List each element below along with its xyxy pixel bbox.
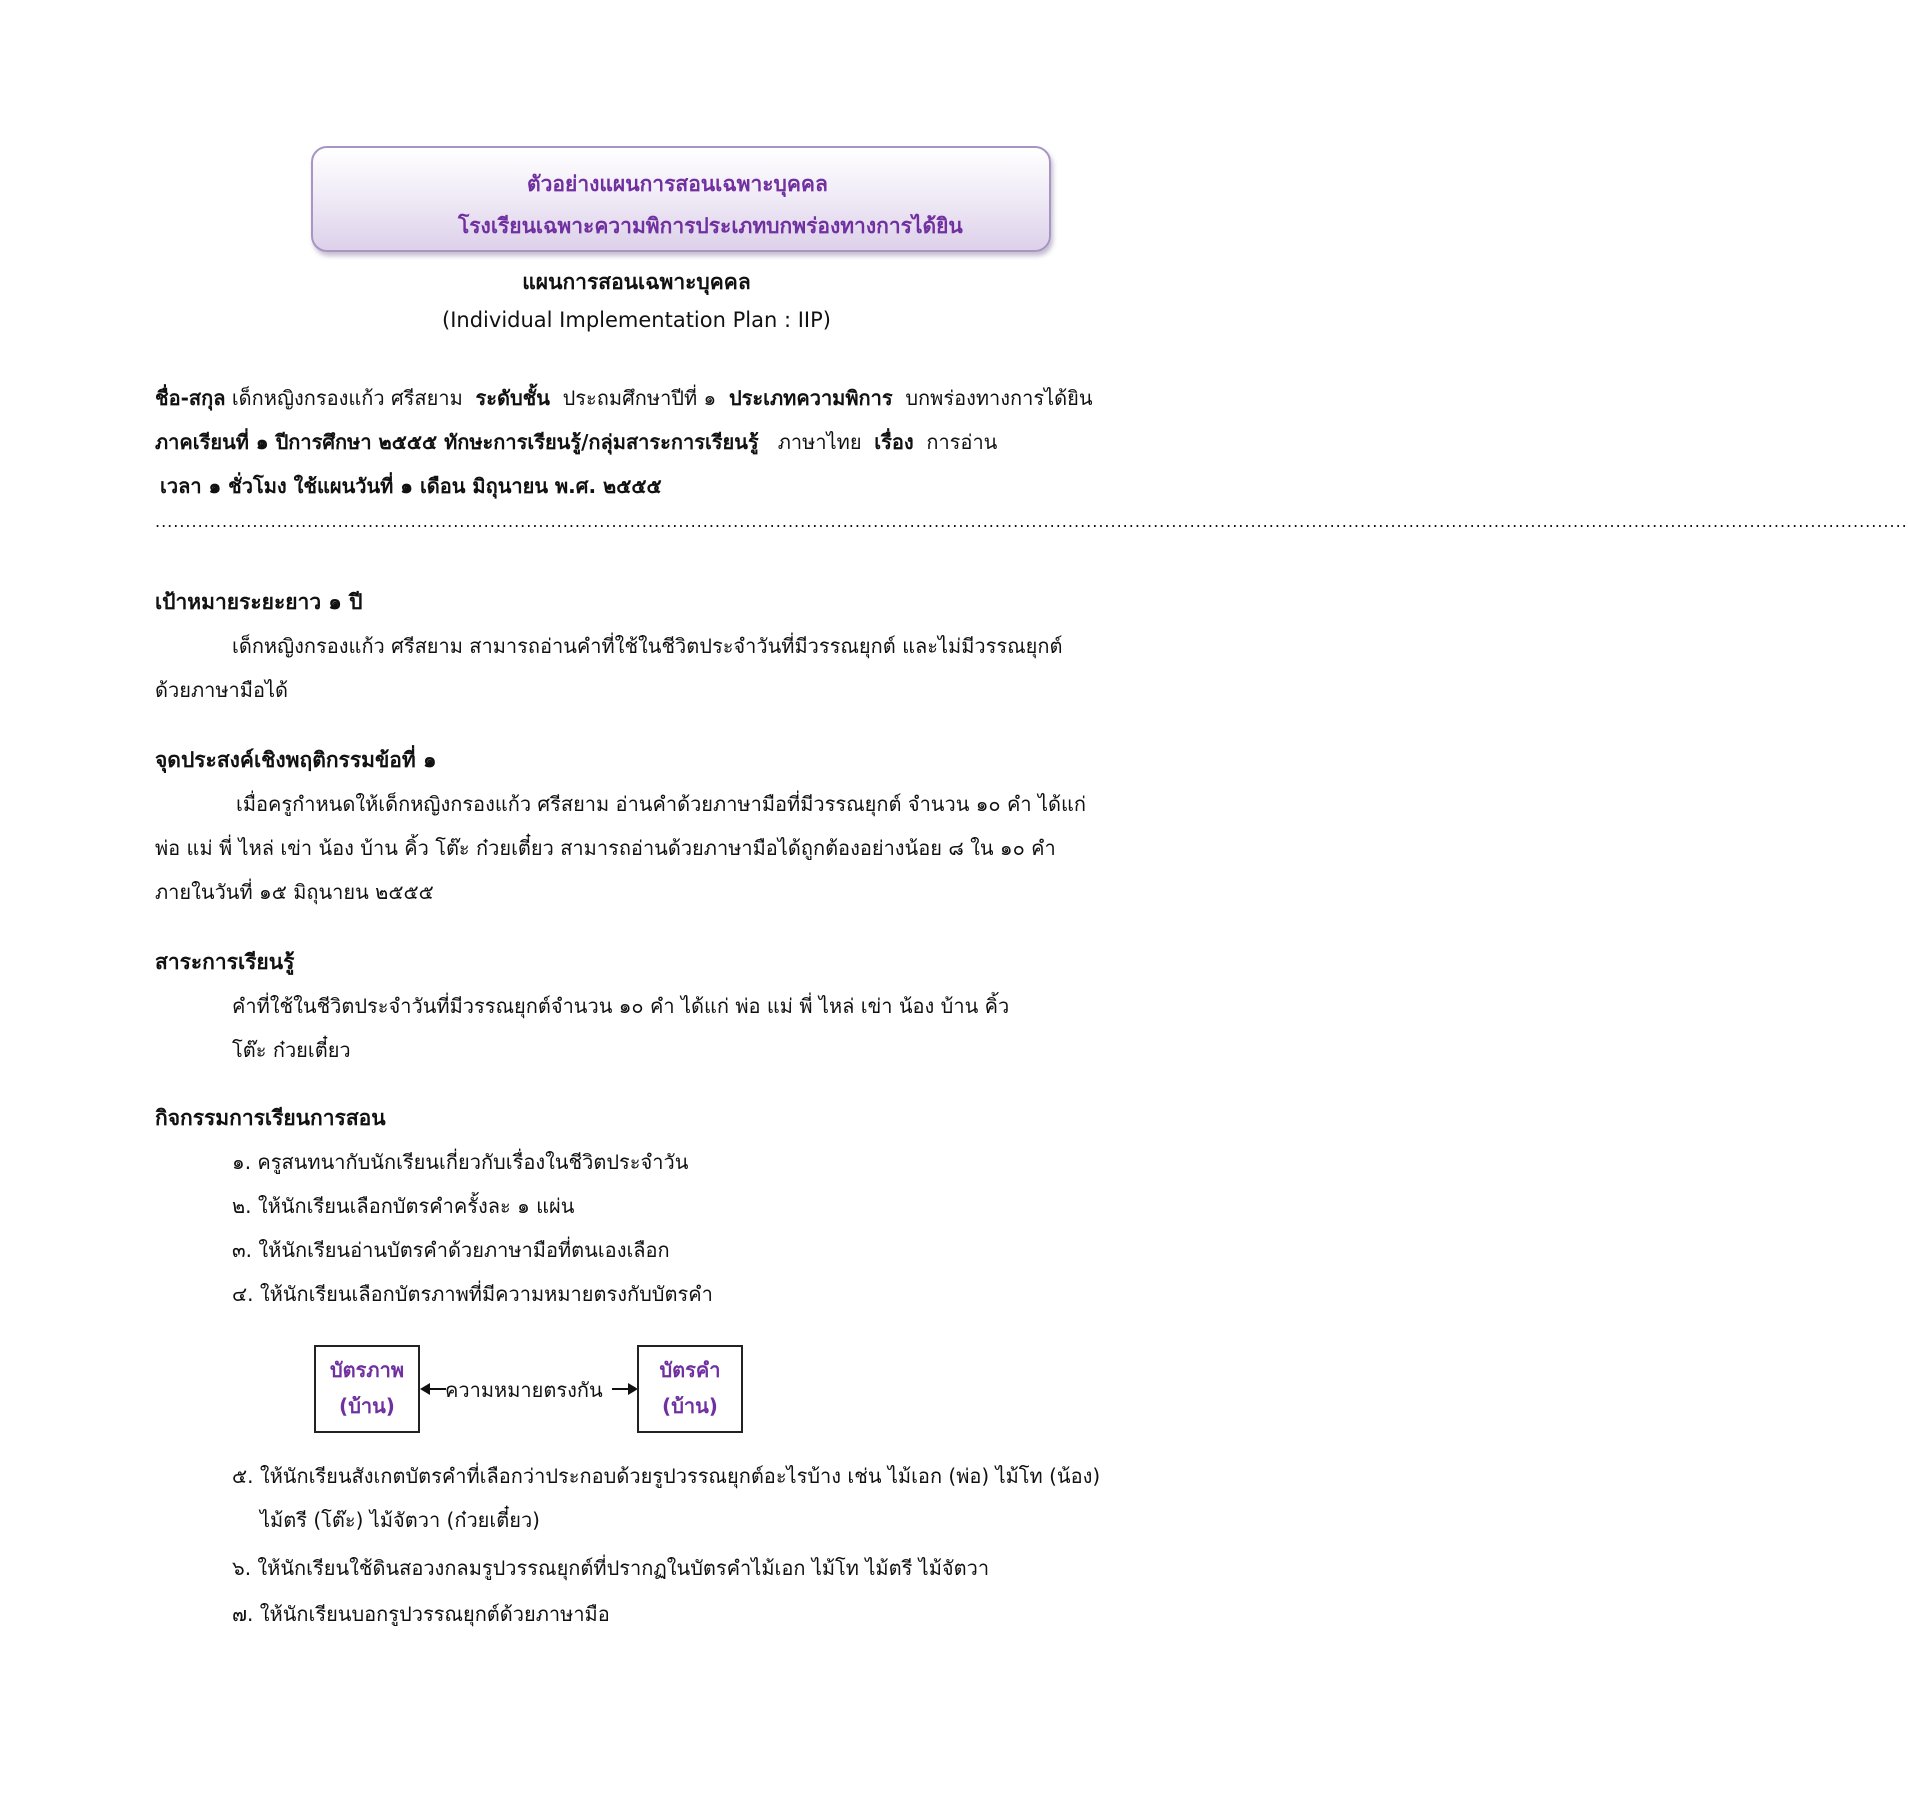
activity-item-7: ๗. ให้นักเรียนบอกรูปวรรณยุกต์ด้วยภาษามือ — [232, 1602, 610, 1626]
activity-item: ๒. ให้นักเรียนเลือกบัตรคำครั้งละ ๑ แผ่น — [232, 1194, 575, 1218]
separator-line: ................................................................................................................................................................................................................................................................................................ — [155, 512, 1908, 531]
content-text-2: โต๊ะ ก๋วยเตี๋ยว — [232, 1038, 351, 1062]
topic-value: การอ่าน — [926, 430, 998, 454]
objective-text-1: เมื่อครูกำหนดให้เด็กหญิงกรองแก้ว ศรีสยาม อ่านคำด้วยภาษามือที่มีวรรณยุกต์ จำนวน ๑๐ คำ ได้แก่ — [236, 792, 1087, 816]
left-arrow-icon — [420, 1379, 446, 1399]
word-card-title: บัตรคำ — [659, 1358, 721, 1382]
picture-card-box — [314, 1345, 420, 1433]
level-label: ระดับชั้น — [475, 386, 550, 410]
page-title: แผนการสอนเฉพาะบุคคล — [522, 270, 751, 294]
activity-item: ๔. ให้นักเรียนเลือกบัตรภาพที่มีความหมายตรงกับบัตรคำ — [232, 1282, 713, 1306]
picture-card-title: บัตรภาพ — [329, 1358, 405, 1382]
picture-card-sub: (บ้าน) — [339, 1394, 395, 1418]
goal-text-2: ด้วยภาษามือได้ — [155, 678, 289, 702]
word-card-box — [637, 1345, 743, 1433]
activity-item: ๓. ให้นักเรียนอ่านบัตรคำด้วยภาษามือที่ตนเองเลือก — [232, 1238, 670, 1262]
objective-heading: จุดประสงค์เชิงพฤติกรรมข้อที่ ๑ — [155, 748, 437, 772]
objective-text-2: พ่อ แม่ พี่ ไหล่ เข่า น้อง บ้าน คิ้ว โต๊ะ ก๋วยเตี๋ยว สามารถอ่านด้วยภาษามือได้ถูกต้องอย่างน้อย ๘ ใน ๑๐ คำ — [155, 836, 1056, 860]
objective-text-3: ภายในวันที่ ๑๕ มิถุนายน ๒๕๕๕ — [155, 880, 434, 904]
word-card-sub: (บ้าน) — [662, 1394, 718, 1418]
time-line: เวลา ๑ ชั่วโมง ใช้แผนวันที่ ๑ เดือน มิถุนายน พ.ศ. ๒๕๕๕ — [160, 474, 662, 498]
title-banner — [311, 146, 1051, 252]
info-line-3 — [160, 470, 662, 502]
level-value: ประถมศึกษาปีที่ ๑ — [562, 386, 717, 410]
page-subtitle: (Individual Implementation Plan : IIP) — [442, 308, 831, 332]
content-text-1: คำที่ใช้ในชีวิตประจำวันที่มีวรรณยุกต์จำนวน ๑๐ คำ ได้แก่ พ่อ แม่ พี่ ไหล่ เข่า น้อง บ้าน คิ้ว — [232, 994, 1010, 1018]
right-arrow-icon — [612, 1379, 638, 1399]
goal-text-1: เด็กหญิงกรองแก้ว ศรีสยาม สามารถอ่านคำที่ใช้ในชีวิตประจำวันที่มีวรรณยุกต์ และไม่มีวรรณยุกต์ — [232, 634, 1063, 658]
activities-heading: กิจกรรมการเรียนการสอน — [155, 1106, 386, 1130]
name-value: เด็กหญิงกรองแก้ว ศรีสยาม — [231, 386, 463, 410]
topic-label: เรื่อง — [874, 430, 914, 454]
disability-label: ประเภทความพิการ — [728, 386, 893, 410]
subject-value: ภาษาไทย — [777, 430, 862, 454]
info-line-1 — [155, 382, 1093, 414]
info-line-2 — [155, 426, 997, 458]
content-heading: สาระการเรียนรู้ — [155, 950, 295, 974]
semester-label: ภาคเรียนที่ ๑ ปีการศึกษา ๒๕๕๕ ทักษะการเรียนรู้/กลุ่มสาระการเรียนรู้ — [155, 430, 759, 454]
arrow-label: ความหมายตรงกัน — [445, 1378, 603, 1402]
banner-title: ตัวอย่างแผนการสอนเฉพาะบุคคล — [527, 172, 828, 196]
name-label: ชื่อ-สกุล — [155, 386, 226, 410]
activity-item-5-line-2: ไม้ตรี (โต๊ะ) ไม้จัตวา (ก๋วยเตี๋ยว) — [260, 1508, 540, 1532]
activity-item: ๑. ครูสนทนากับนักเรียนเกี่ยวกับเรื่องในชีวิตประจำวัน — [232, 1150, 689, 1174]
goal-heading: เป้าหมายระยะยาว ๑ ปี — [155, 590, 363, 614]
banner-school: โรงเรียนเฉพาะความพิการประเภทบกพร่องทางการได้ยิน — [458, 214, 963, 238]
activity-item-5-line-1: ๕. ให้นักเรียนสังเกตบัตรคำที่เลือกว่าประกอบด้วยรูปวรรณยุกต์อะไรบ้าง เช่น ไม้เอก (พ่อ) ไม้โท (น้อง) — [232, 1464, 1101, 1488]
activity-item-6: ๖. ให้นักเรียนใช้ดินสอวงกลมรูปวรรณยุกต์ที่ปรากฏในบัตรคำไม้เอก ไม้โท ไม้ตรี ไม้จัตวา — [232, 1556, 990, 1580]
disability-value: บกพร่องทางการได้ยิน — [905, 386, 1093, 410]
